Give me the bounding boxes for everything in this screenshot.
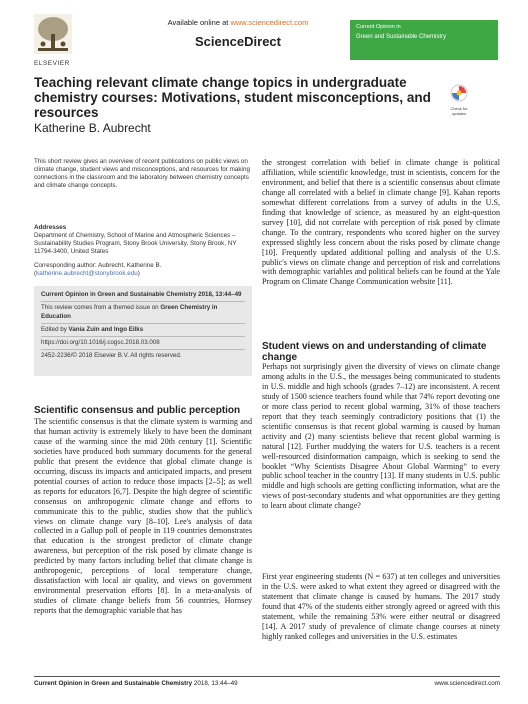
section-consensus-paragraph: The scientific consensus is that the climate system is warming and that human activity is extremely likely to have been the dominant cause of the warming since the mid 20th century [1]. Scientific societies have produced both summary documents for the general public that present the evidence that global climate change is occurring, discuss its impacts and anticipated impacts, and present potential courses of action to reduce those impacts [2–5]; as well as reports for educators [6,7]. Despite the high degree of scientific consensus on anthropogenic climate change and efforts to communicate this to the public, studies show that the public's views on climate change vary [8–10]. Lee's analysis of data collected in a Gallup poll of people in 119 countries demonstrates that education is the strongest predictor of climate change awareness, but perception of the risk posed by climate change is predicted by many factors including belief that climate change is anthropogenic, perceptions of local temperature change, dissatisfaction with local air quality, and views on government environmental preservation efforts [8]. In a meta-analysis of studies of climate change beliefs from 56 countries, Hornsey reports that the demographic variable that has (34, 417, 252, 616)
info-divider (41, 323, 245, 324)
article-info-box (34, 286, 252, 376)
info-divider (41, 336, 245, 337)
corresponding-prefix: Corresponding author: Aubrecht, Katherine B. ( (34, 262, 162, 278)
info-divider (41, 349, 245, 350)
footer-rule (34, 676, 500, 677)
footer-citation (34, 680, 238, 687)
editors-line (41, 326, 245, 334)
section-heading-student-views: Student views on and understanding of climate change (262, 341, 487, 363)
page-header (34, 14, 502, 67)
addresses-text: Department of Chemistry, School of Marine and Atmospheric Sciences – Sustainability Studies Program, Stony Brook University, Stony Brook, NY 11794-3400, United States (34, 232, 237, 256)
elsevier-tree-logo (34, 14, 72, 60)
footer-volume: 2018, 13:44–49 (192, 680, 238, 687)
publisher-name: ELSEVIER (34, 60, 70, 67)
article-title: Teaching relevant climate change topics in undergraduate chemistry courses: Motivations, student misconceptions, and resources (34, 75, 431, 120)
crossmark-icon (448, 84, 470, 102)
continued-paragraph: the strongest correlation with belief in climate change is political affiliation, while scientific knowledge, trust in scientists, concern for the environment, and belief that there is a scientific consensus about climate change all correlated with a belief in climate change [9]. Kahan reports somewhat different correlations from a survey of adults in the U.S, finding that knowledge of science, as measured by an eight-question survey [10], did not correlate with perception of risk posed by climate change. To the contrary, respondents who scored higher on the survey expressed slightly less concern about the risks posed by climate change [10]. Frequently updated additional polling and analysis of the U.S. public's views on climate change and perception of risk and correlations with demographic variables and political beliefs can be found at the Yale Program on Climate Change Communication website [11]. (262, 158, 500, 287)
section-student-views-paragraph-1: Perhaps not surprisingly given the diversity of views on climate change among adults in the U.S., the messages being communicated to students in U.S. middle and high schools (grades 7–12) are inconsistent. A recent study of 1500 science teachers found while that 74% report devoting one or more class period to recent global warming, 31% of those teachers report that they teach seemingly contradictory positions that (1) the scientific consensus is that recent global warming is caused by human activity and (2) many scientists believe that recent global warming is natural [12]. Further muddying the waters for U.S. teachers is a recent well-resourced disinformation campaign, which is seeking to send the booklet “Why Scientists Disagree About Global Warming” to every public school teacher in the country [13]. If many students in U.S. public middle and high schools are getting conflicting information, what are the views of post-secondary students and what opportunities are they getting to learn about climate change? (262, 362, 500, 511)
info-divider (41, 301, 245, 302)
available-online-line (138, 18, 338, 27)
section-student-views-paragraph-2: First year engineering students (N = 637) at ten colleges and universities in the U.S. were asked to what extent they agreed or disagreed with the statement that climate change is caused by humans. The 2017 study found that 47% of the students either strongly agreed or agreed with this statement, while the remaining 53% were either neutral or disagreed [14]. A 2017 study of prevalence of climate change courses at ninety highly ranked colleges and universities in the U.S. estimates (262, 572, 500, 641)
copyright-line: 2452-2236/© 2018 Elsevier B.V. All rights reserved. (41, 352, 182, 360)
journal-banner (350, 20, 498, 60)
edited-prefix: Edited by (41, 325, 69, 333)
section-heading-consensus: Scientific consensus and public perception (34, 405, 241, 416)
themed-issue-line (41, 304, 245, 321)
citation-rest: 2018, 13:44–49 (196, 291, 242, 298)
abstract: This short review gives an overview of recent publications on public views on climate change, student views and misconceptions, and resources for making connections in the classroom and the laboratory between chemistry concepts and climate change concepts. (34, 158, 250, 190)
corresponding-email-link[interactable]: katherine.aubrecht@stonybrook.edu (36, 270, 138, 278)
sciencedirect-brand: ScienceDirect (195, 34, 281, 49)
addresses-label: Addresses (34, 224, 67, 231)
doi-link[interactable]: https://doi.org/10.1016/j.cogsc.2018.03.008 (41, 339, 160, 347)
citation-journal: Current Opinion in Green and Sustainable Chemistry (41, 291, 197, 298)
editors-names: Vania Zuin and Ingo Eilks (68, 325, 144, 333)
footer-journal: Current Opinion in Green and Sustainable Chemistry (34, 680, 193, 687)
journal-banner-top: Current Opinion in (356, 24, 401, 30)
available-prefix: Available online at (167, 18, 231, 27)
crossmark-label-2: updates (451, 110, 467, 116)
footer-site: www.sciencedirect.com (434, 680, 500, 687)
corresponding-suffix: ) (137, 270, 140, 278)
journal-banner-name: Green and Sustainable Chemistry (356, 34, 447, 40)
sciencedirect-link[interactable]: www.sciencedirect.com (230, 18, 309, 27)
crossmark-label-1: Check for (450, 106, 468, 111)
themed-issue-name: Green Chemistry in Education (41, 304, 218, 320)
corresponding-author (34, 262, 252, 278)
themed-prefix: This review comes from a themed issue on (41, 304, 161, 312)
citation-line (41, 291, 245, 299)
article-author: Katherine B. Aubrecht (34, 121, 151, 135)
front-matter (34, 158, 252, 279)
crossmark-badge[interactable] (448, 84, 470, 116)
